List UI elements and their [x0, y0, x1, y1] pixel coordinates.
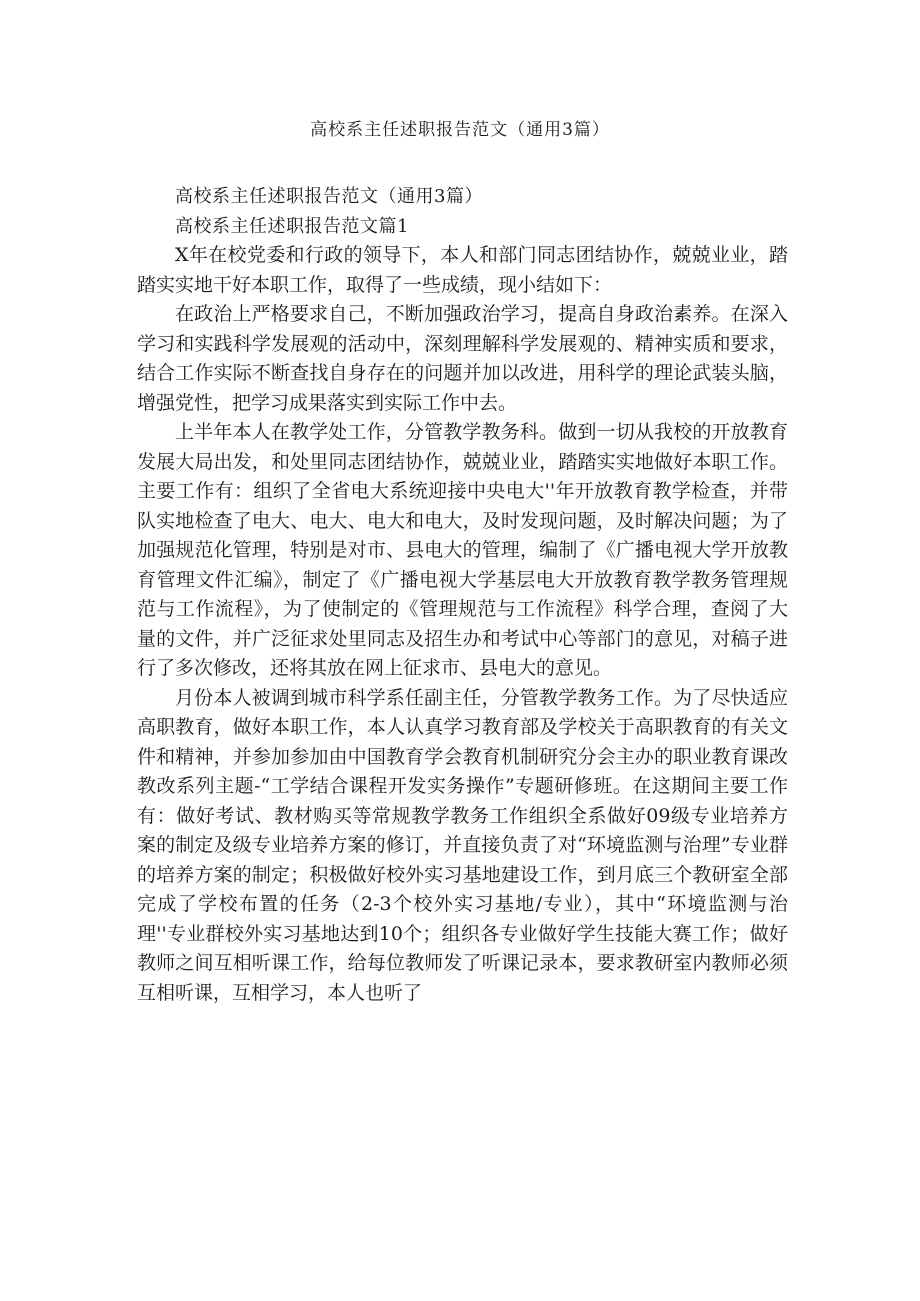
document-title: 高校系主任述职报告范文（通用3篇）: [310, 120, 610, 140]
document-body: [137, 182, 788, 1008]
paragraph: 在政治上严格要求自己，不断加强政治学习，提高自身政治素养。在深入学习和实践科学发展观的活动中，深刻理解科学发展观的、精神实质和要求，结合工作实际不断查找自身存在的问题并加以改进，用科学的理论武装头脑，增强党性，把学习成果落实到实际工作中去。: [137, 303, 788, 414]
heading-repeat: 高校系主任述职报告范文（通用3篇）: [175, 186, 483, 207]
paragraph: 月份本人被调到城市科学系任副主任，分管教学教务工作。为了尽快适应高职教育，做好本职工作，本人认真学习教育部及学校关于高职教育的有关文件和精神，并参加参加由中国教育学会教育机制研究分会主办的职业教育课改教改系列主题-“工学结合课程开发实务操作”专题研修班。在这期间主要工作有：做好考试、教材购买等常规教学教务工作组织全系做好09级专业培养方案的制定及级专业培养方案的修订，并直接负责了对“环境监测与治理”专业群的培养方案的制定；积极做好校外实习基地建设工作，到月底三个教研室全部完成了学校布置的任务（2-3个校外实习基地/专业），其中“环境监测与治理''专业群校外实习基地达到10个；组织各专业做好学生技能大赛工作；做好教师之间互相听课工作，给每位教师发了听课记录本，要求教研室内教师必须互相听课，互相学习，本人也听了: [137, 686, 788, 1004]
paragraph: X年在校党委和行政的领导下，本人和部门同志团结协作，兢兢业业，踏踏实实地干好本职工作，取得了一些成绩，现小结如下：: [137, 244, 788, 296]
paragraph: 上半年本人在教学处工作，分管教学教务科。做到一切从我校的开放教育发展大局出发，和处里同志团结协作，兢兢业业，踏踏实实地做好本职工作。主要工作有：组织了全省电大系统迎接中央电大''年开放教育教学检查，并带队实地检查了电大、电大、电大和电大，及时发现问题，及时解决问题；为了加强规范化管理，特别是对市、县电大的管理，编制了《广播电视大学开放教育管理文件汇编》，制定了《广播电视大学基层电大开放教育教学教务管理规范与工作流程》，为了使制定的《管理规范与工作流程》科学合理，查阅了大量的文件，并广泛征求处里同志及招生办和考试中心等部门的意见，对稿子进行了多次修改，还将其放在网上征求市、县电大的意见。: [137, 421, 788, 679]
section-title: 高校系主任述职报告范文篇1: [175, 215, 409, 237]
